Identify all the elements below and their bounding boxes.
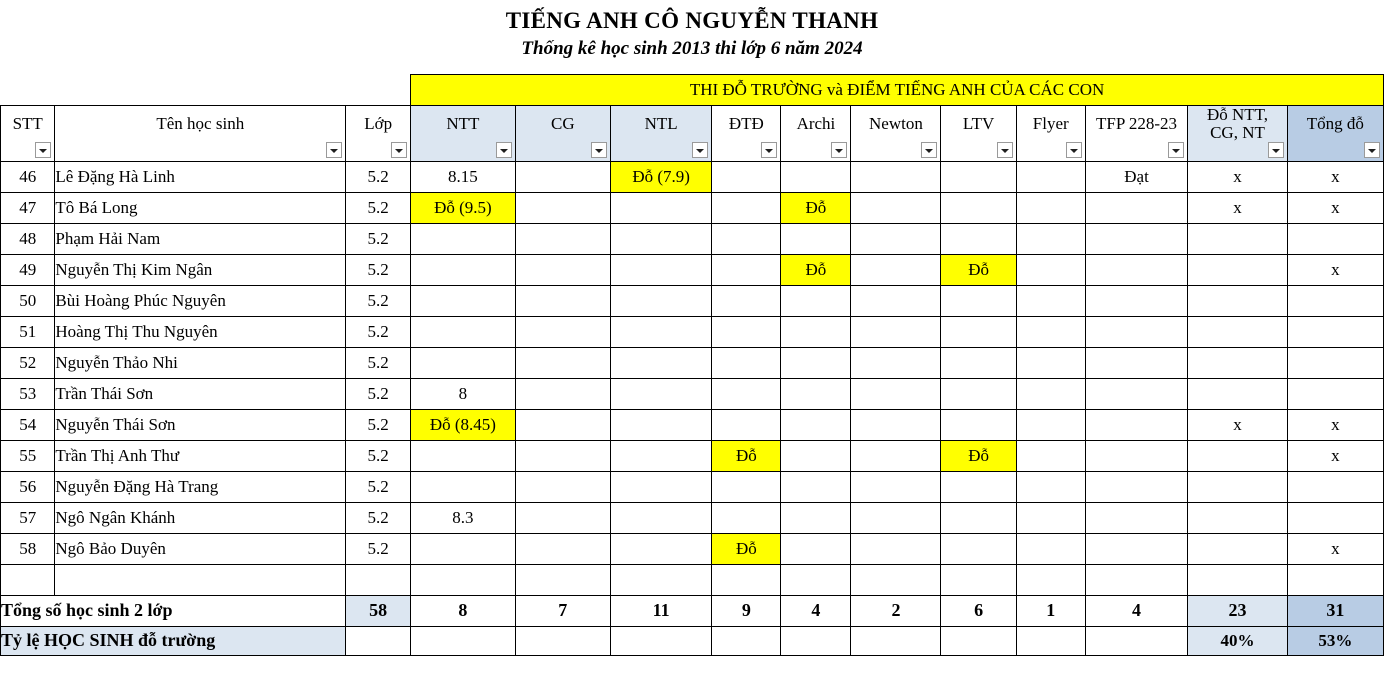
column-header-flyer xyxy=(1016,106,1085,162)
table-row[interactable] xyxy=(1,502,1384,533)
cell-cg xyxy=(515,502,610,533)
cell-stt: 47 xyxy=(1,192,55,223)
cell-tfp xyxy=(1085,440,1188,471)
cell-dtd xyxy=(712,409,781,440)
column-header-stt xyxy=(1,106,55,162)
cell-ntl xyxy=(610,192,711,223)
cell-ltv xyxy=(941,161,1016,192)
cell-lop: 5.2 xyxy=(346,378,411,409)
totals-dtd: 9 xyxy=(712,595,781,626)
cell-name: Ngô Bảo Duyên xyxy=(55,533,346,564)
cell-dtd xyxy=(712,223,781,254)
column-header-newton xyxy=(851,106,941,162)
cell-tfp xyxy=(1085,409,1188,440)
header-label-tfp: TFP 228-23 xyxy=(1095,114,1178,134)
header-label-newton: Newton xyxy=(869,114,923,134)
cell-empty xyxy=(1085,564,1188,595)
column-header-tfp xyxy=(1085,106,1188,162)
filter-dropdown-icon[interactable] xyxy=(761,142,777,158)
column-header-do-ntt xyxy=(1188,106,1287,162)
cell-tong: x xyxy=(1287,409,1383,440)
cell-archi xyxy=(781,347,851,378)
cell-dtd xyxy=(712,161,781,192)
cell-flyer xyxy=(1016,471,1085,502)
cell-tong xyxy=(1287,316,1383,347)
cell-cg xyxy=(515,161,610,192)
ratio-ntl xyxy=(610,626,711,655)
totals-flyer: 1 xyxy=(1016,595,1085,626)
ratio-cg xyxy=(515,626,610,655)
cell-empty xyxy=(515,564,610,595)
cell-empty xyxy=(712,564,781,595)
cell-ntt xyxy=(411,254,516,285)
header-label-name: Tên học sinh xyxy=(156,114,245,134)
table-row[interactable] xyxy=(1,409,1384,440)
column-header-lop xyxy=(346,106,411,162)
cell-stt: 49 xyxy=(1,254,55,285)
column-header-ltv xyxy=(941,106,1016,162)
cell-empty xyxy=(781,564,851,595)
header-label-ntl: NTL xyxy=(644,114,678,134)
cell-empty xyxy=(1188,564,1287,595)
cell-flyer xyxy=(1016,378,1085,409)
cell-ntt xyxy=(411,440,516,471)
cell-archi xyxy=(781,316,851,347)
table-row[interactable] xyxy=(1,316,1384,347)
cell-do-ntt xyxy=(1188,533,1287,564)
cell-dtd xyxy=(712,254,781,285)
totals-label: Tổng số học sinh 2 lớp xyxy=(1,595,346,626)
column-header-tong xyxy=(1287,106,1383,162)
table-row[interactable] xyxy=(1,471,1384,502)
cell-lop: 5.2 xyxy=(346,254,411,285)
cell-ntl xyxy=(610,347,711,378)
cell-archi: Đỗ xyxy=(781,254,851,285)
totals-row xyxy=(1,595,1384,626)
cell-tong: x xyxy=(1287,533,1383,564)
cell-newton xyxy=(851,409,941,440)
cell-ntt xyxy=(411,316,516,347)
cell-tfp xyxy=(1085,378,1188,409)
cell-ntl xyxy=(610,316,711,347)
cell-flyer xyxy=(1016,440,1085,471)
filter-dropdown-icon[interactable] xyxy=(496,142,512,158)
cell-do-ntt: x xyxy=(1188,192,1287,223)
cell-cg xyxy=(515,471,610,502)
cell-archi xyxy=(781,378,851,409)
cell-dtd xyxy=(712,285,781,316)
cell-ltv xyxy=(941,471,1016,502)
cell-name: Phạm Hải Nam xyxy=(55,223,346,254)
cell-do-ntt xyxy=(1188,347,1287,378)
cell-cg xyxy=(515,440,610,471)
cell-tong: x xyxy=(1287,440,1383,471)
cell-dtd: Đỗ xyxy=(712,533,781,564)
cell-newton xyxy=(851,440,941,471)
cell-tong xyxy=(1287,378,1383,409)
table-row[interactable] xyxy=(1,347,1384,378)
cell-dtd: Đỗ xyxy=(712,440,781,471)
banner-cell: THI ĐỖ TRƯỜNG và ĐIỂM TIẾNG ANH CỦA CÁC CON xyxy=(411,75,1384,106)
cell-empty xyxy=(55,564,346,595)
cell-ntl xyxy=(610,533,711,564)
cell-cg xyxy=(515,254,610,285)
cell-archi xyxy=(781,533,851,564)
statistics-table xyxy=(0,74,1384,656)
cell-tfp xyxy=(1085,223,1188,254)
filter-dropdown-icon[interactable] xyxy=(591,142,607,158)
ratio-ltv xyxy=(941,626,1016,655)
header-label-cg: CG xyxy=(550,114,575,134)
cell-flyer xyxy=(1016,285,1085,316)
cell-cg xyxy=(515,285,610,316)
cell-ntl: Đỗ (7.9) xyxy=(610,161,711,192)
cell-ltv: Đỗ xyxy=(941,440,1016,471)
cell-flyer xyxy=(1016,502,1085,533)
cell-newton xyxy=(851,471,941,502)
cell-newton xyxy=(851,254,941,285)
title-area xyxy=(0,0,1384,60)
cell-ltv xyxy=(941,378,1016,409)
table-row[interactable] xyxy=(1,378,1384,409)
ratio-label: Tỷ lệ HỌC SINH đỗ trường xyxy=(1,626,346,655)
column-header-ntt xyxy=(411,106,516,162)
cell-newton xyxy=(851,347,941,378)
column-header-dtd xyxy=(712,106,781,162)
cell-stt: 46 xyxy=(1,161,55,192)
table-row[interactable] xyxy=(1,223,1384,254)
cell-cg xyxy=(515,409,610,440)
cell-name: Tô Bá Long xyxy=(55,192,346,223)
header-label-tong: Tổng đỗ xyxy=(1306,114,1364,134)
filter-dropdown-icon[interactable] xyxy=(391,142,407,158)
cell-ntt xyxy=(411,347,516,378)
cell-tfp xyxy=(1085,254,1188,285)
cell-ltv xyxy=(941,502,1016,533)
cell-flyer xyxy=(1016,347,1085,378)
cell-flyer xyxy=(1016,192,1085,223)
cell-ntt: 8 xyxy=(411,378,516,409)
cell-archi xyxy=(781,471,851,502)
cell-flyer xyxy=(1016,223,1085,254)
cell-tfp xyxy=(1085,316,1188,347)
cell-do-ntt: x xyxy=(1188,161,1287,192)
cell-newton xyxy=(851,223,941,254)
filter-dropdown-icon[interactable] xyxy=(921,142,937,158)
cell-ltv: Đỗ xyxy=(941,254,1016,285)
cell-tfp xyxy=(1085,471,1188,502)
cell-ltv xyxy=(941,347,1016,378)
cell-tfp xyxy=(1085,285,1188,316)
cell-ltv xyxy=(941,223,1016,254)
ratio-tfp xyxy=(1085,626,1188,655)
cell-tong xyxy=(1287,223,1383,254)
header-label-dtd: ĐTĐ xyxy=(728,114,764,134)
cell-dtd xyxy=(712,347,781,378)
filter-dropdown-icon[interactable] xyxy=(692,142,708,158)
filter-dropdown-icon[interactable] xyxy=(1364,142,1380,158)
cell-stt: 58 xyxy=(1,533,55,564)
cell-dtd xyxy=(712,502,781,533)
banner-spacer xyxy=(1,75,411,106)
cell-newton xyxy=(851,192,941,223)
filter-dropdown-icon[interactable] xyxy=(997,142,1013,158)
filter-dropdown-icon[interactable] xyxy=(35,142,51,158)
filter-dropdown-icon[interactable] xyxy=(326,142,342,158)
cell-ntl xyxy=(610,502,711,533)
cell-name: Ngô Ngân Khánh xyxy=(55,502,346,533)
cell-newton xyxy=(851,502,941,533)
cell-empty xyxy=(610,564,711,595)
cell-dtd xyxy=(712,378,781,409)
cell-empty xyxy=(941,564,1016,595)
totals-newton: 2 xyxy=(851,595,941,626)
cell-lop: 5.2 xyxy=(346,285,411,316)
cell-ntt: Đỗ (9.5) xyxy=(411,192,516,223)
totals-ntl: 11 xyxy=(610,595,711,626)
cell-dtd xyxy=(712,471,781,502)
cell-empty xyxy=(851,564,941,595)
cell-lop: 5.2 xyxy=(346,409,411,440)
header-label-ltv: LTV xyxy=(962,114,995,134)
ratio-dtd xyxy=(712,626,781,655)
cell-cg xyxy=(515,378,610,409)
ratio-ntt xyxy=(411,626,516,655)
cell-do-ntt xyxy=(1188,440,1287,471)
cell-ntt xyxy=(411,223,516,254)
cell-tfp xyxy=(1085,533,1188,564)
table-row[interactable] xyxy=(1,254,1384,285)
cell-lop: 5.2 xyxy=(346,347,411,378)
header-label-lop: Lớp xyxy=(364,114,393,134)
column-header-archi xyxy=(781,106,851,162)
cell-empty xyxy=(346,564,411,595)
cell-tong: x xyxy=(1287,192,1383,223)
cell-stt: 55 xyxy=(1,440,55,471)
header-row xyxy=(1,106,1384,162)
header-label-stt: STT xyxy=(12,114,43,134)
totals-cg: 7 xyxy=(515,595,610,626)
cell-flyer xyxy=(1016,161,1085,192)
ratio-archi xyxy=(781,626,851,655)
cell-name: Lê Đặng Hà Linh xyxy=(55,161,346,192)
filter-dropdown-icon[interactable] xyxy=(831,142,847,158)
cell-name: Trần Thị Anh Thư xyxy=(55,440,346,471)
spacer-row xyxy=(1,564,1384,595)
cell-stt: 52 xyxy=(1,347,55,378)
cell-do-ntt: x xyxy=(1188,409,1287,440)
totals-ntt: 8 xyxy=(411,595,516,626)
totals-lop: 58 xyxy=(346,595,411,626)
cell-stt: 54 xyxy=(1,409,55,440)
cell-do-ntt xyxy=(1188,223,1287,254)
table-row[interactable] xyxy=(1,533,1384,564)
cell-newton xyxy=(851,285,941,316)
cell-lop: 5.2 xyxy=(346,502,411,533)
cell-tong xyxy=(1287,471,1383,502)
cell-ntl xyxy=(610,409,711,440)
column-header-cg xyxy=(515,106,610,162)
cell-name: Nguyễn Thái Sơn xyxy=(55,409,346,440)
cell-newton xyxy=(851,316,941,347)
header-label-archi: Archi xyxy=(796,114,836,134)
table-row[interactable] xyxy=(1,285,1384,316)
cell-cg xyxy=(515,347,610,378)
cell-archi xyxy=(781,502,851,533)
cell-ltv xyxy=(941,285,1016,316)
cell-lop: 5.2 xyxy=(346,471,411,502)
cell-tong: x xyxy=(1287,161,1383,192)
ratio-do-ntt: 40% xyxy=(1188,626,1287,655)
ratio-tong: 53% xyxy=(1287,626,1383,655)
cell-stt: 56 xyxy=(1,471,55,502)
cell-cg xyxy=(515,192,610,223)
cell-archi xyxy=(781,409,851,440)
cell-lop: 5.2 xyxy=(346,161,411,192)
cell-name: Hoàng Thị Thu Nguyên xyxy=(55,316,346,347)
cell-name: Trần Thái Sơn xyxy=(55,378,346,409)
cell-tfp xyxy=(1085,192,1188,223)
cell-newton xyxy=(851,378,941,409)
cell-cg xyxy=(515,533,610,564)
cell-ltv xyxy=(941,192,1016,223)
cell-newton xyxy=(851,533,941,564)
table-row[interactable] xyxy=(1,161,1384,192)
cell-name: Nguyễn Đặng Hà Trang xyxy=(55,471,346,502)
cell-flyer xyxy=(1016,254,1085,285)
cell-ntl xyxy=(610,440,711,471)
header-label-ntt: NTT xyxy=(446,114,480,134)
cell-stt: 50 xyxy=(1,285,55,316)
cell-tong xyxy=(1287,502,1383,533)
cell-do-ntt xyxy=(1188,471,1287,502)
cell-archi xyxy=(781,440,851,471)
filter-dropdown-icon[interactable] xyxy=(1268,142,1284,158)
totals-archi: 4 xyxy=(781,595,851,626)
cell-dtd xyxy=(712,192,781,223)
cell-tong xyxy=(1287,285,1383,316)
cell-tfp: Đạt xyxy=(1085,161,1188,192)
totals-do-ntt: 23 xyxy=(1188,595,1287,626)
cell-ntt xyxy=(411,471,516,502)
cell-name: Bùi Hoàng Phúc Nguyên xyxy=(55,285,346,316)
ratio-row xyxy=(1,626,1384,655)
cell-tfp xyxy=(1085,502,1188,533)
cell-empty xyxy=(411,564,516,595)
cell-ntt xyxy=(411,533,516,564)
column-header-ntl xyxy=(610,106,711,162)
cell-name: Nguyễn Thị Kim Ngân xyxy=(55,254,346,285)
ratio-newton xyxy=(851,626,941,655)
cell-do-ntt xyxy=(1188,285,1287,316)
cell-ltv xyxy=(941,533,1016,564)
totals-tfp: 4 xyxy=(1085,595,1188,626)
cell-archi xyxy=(781,223,851,254)
cell-empty xyxy=(1016,564,1085,595)
ratio-lop xyxy=(346,626,411,655)
cell-tong xyxy=(1287,347,1383,378)
cell-stt: 53 xyxy=(1,378,55,409)
header-label-flyer: Flyer xyxy=(1032,114,1069,134)
cell-do-ntt xyxy=(1188,254,1287,285)
cell-lop: 5.2 xyxy=(346,192,411,223)
header-label-do-ntt: Đỗ NTT, CG, NT xyxy=(1206,105,1268,143)
page-subtitle: Thống kê học sinh 2013 thi lớp 6 năm 2024 xyxy=(521,38,863,59)
cell-archi xyxy=(781,285,851,316)
cell-lop: 5.2 xyxy=(346,440,411,471)
cell-cg xyxy=(515,316,610,347)
cell-empty xyxy=(1,564,55,595)
table-row[interactable] xyxy=(1,440,1384,471)
cell-archi: Đỗ xyxy=(781,192,851,223)
cell-lop: 5.2 xyxy=(346,316,411,347)
cell-ntl xyxy=(610,254,711,285)
cell-lop: 5.2 xyxy=(346,223,411,254)
cell-name: Nguyễn Thảo Nhi xyxy=(55,347,346,378)
cell-ltv xyxy=(941,409,1016,440)
cell-flyer xyxy=(1016,316,1085,347)
cell-dtd xyxy=(712,316,781,347)
cell-do-ntt xyxy=(1188,502,1287,533)
page-title: TIẾNG ANH CÔ NGUYỄN THANH xyxy=(505,8,879,33)
cell-ntt xyxy=(411,285,516,316)
cell-stt: 57 xyxy=(1,502,55,533)
filter-dropdown-icon[interactable] xyxy=(1066,142,1082,158)
cell-ntt: 8.3 xyxy=(411,502,516,533)
cell-ntl xyxy=(610,223,711,254)
cell-tong: x xyxy=(1287,254,1383,285)
cell-newton xyxy=(851,161,941,192)
cell-do-ntt xyxy=(1188,316,1287,347)
column-header-name xyxy=(55,106,346,162)
totals-ltv: 6 xyxy=(941,595,1016,626)
cell-ntt: Đỗ (8.45) xyxy=(411,409,516,440)
cell-stt: 51 xyxy=(1,316,55,347)
totals-tong: 31 xyxy=(1287,595,1383,626)
cell-ltv xyxy=(941,316,1016,347)
cell-empty xyxy=(1287,564,1383,595)
filter-dropdown-icon[interactable] xyxy=(1168,142,1184,158)
cell-archi xyxy=(781,161,851,192)
cell-do-ntt xyxy=(1188,378,1287,409)
cell-tfp xyxy=(1085,347,1188,378)
cell-lop: 5.2 xyxy=(346,533,411,564)
cell-ntl xyxy=(610,471,711,502)
table-row[interactable] xyxy=(1,192,1384,223)
cell-flyer xyxy=(1016,409,1085,440)
cell-flyer xyxy=(1016,533,1085,564)
ratio-flyer xyxy=(1016,626,1085,655)
banner-row xyxy=(1,75,1384,106)
cell-ntl xyxy=(610,285,711,316)
cell-stt: 48 xyxy=(1,223,55,254)
cell-ntl xyxy=(610,378,711,409)
cell-ntt: 8.15 xyxy=(411,161,516,192)
cell-cg xyxy=(515,223,610,254)
